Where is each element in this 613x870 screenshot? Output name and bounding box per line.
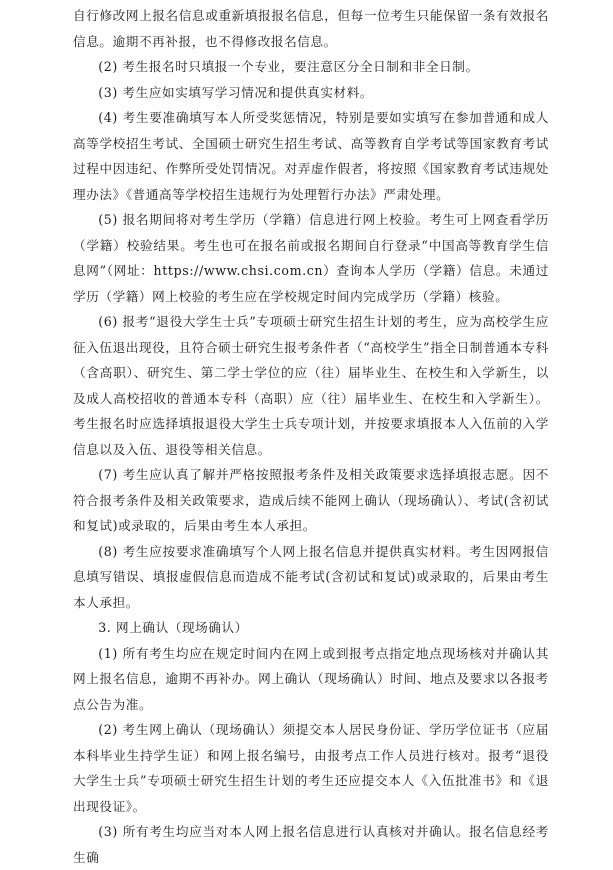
paragraph-continuation: 自行修改网上报名信息或重新填报报名信息，但每一位考生只能保留一条有效报名信息。逾期不再补报，也不得修改报名信息。: [73, 8, 549, 49]
section-heading-online-confirmation: 3. 网上确认（现场确认）: [98, 620, 248, 635]
paragraph-confirm-1: (1) 所有考生均应在规定时间内在网上或到报考点指定地点现场核对并确认其网上报名信息，逾期不再补办。网上确认（现场确认）时间、地点及要求以各报考点公告为准。: [73, 645, 549, 712]
paragraph-item-8: (8) 考生应按要求准确填写个人网上报名信息并提供真实材料。考生因网报信息填写错误、填报虚假信息而造成不能考试(含初试和复试)或录取的，后果由考生本人承担。: [73, 543, 549, 610]
paragraph-item-4: (4) 考生要准确填写本人所受奖惩情况，特别是要如实填写在参加普通和成人高等学校招生考试、全国硕士研究生招生考试、高等教育自学考试等国家教育考试过程中因违纪、作弊所受处罚情况。对弄虚作假者，将按照《国家教育考试违规处理办法》《普通高等学校招生违规行为处理暂行办法》严肃处理。: [73, 110, 549, 202]
paragraph-item-5: (5) 报名期间将对考生学历（学籍）信息进行网上校验。考生可上网查看学历（学籍）校验结果。考生也可在报名前或报名期间自行登录“中国高等教育学生信息网”（网址：https://www.chsi.com.cn）查询本人学历（学籍）信息。未通过学历（学籍）网上校验的考生应在学校规定时间内完成学历（学籍）核验。: [73, 212, 549, 304]
paragraph-confirm-3: (3) 所有考生均应当对本人网上报名信息进行认真核对并确认。报名信息经考生确: [73, 824, 549, 865]
paragraph-item-2: (2) 考生报名时只填报一个专业，要注意区分全日制和非全日制。: [98, 59, 479, 74]
document-body: [73, 3, 549, 870]
paragraph-confirm-2: (2) 考生网上确认（现场确认）须提交本人居民身份证、学历学位证书（应届本科毕业生持学生证）和网上报名编号，由报考点工作人员进行核对。报考“退役大学生士兵”专项硕士研究生招生计划的考生还应提交本人《入伍批准书》和《退出现役证》。: [73, 722, 549, 814]
paragraph-item-6: (6) 报考“退役大学生士兵”专项硕士研究生招生计划的考生，应为高校学生应征入伍退出现役，且符合硕士研究生报考条件者（“高校学生”指全日制普通本专科（含高职）、研究生、第二学士学位的应（往）届毕业生、在校生和入学新生，以及成人高校招收的普通本专科（高职）应（往）届毕业生、在校生和入学新生）。考生报名时应选择填报退役大学生士兵专项计划，并按要求填报本人入伍前的入学信息以及入伍、退役等相关信息。: [73, 314, 549, 457]
paragraph-item-7: (7) 考生应认真了解并严格按照报考条件及相关政策要求选择填报志愿。因不符合报考条件及相关政策要求，造成后续不能网上确认（现场确认）、考试(含初试和复试)或录取的，后果由考生本人承担。: [73, 467, 549, 533]
paragraph-item-3: (3) 考生应如实填写学习情况和提供真实材料。: [98, 84, 374, 100]
